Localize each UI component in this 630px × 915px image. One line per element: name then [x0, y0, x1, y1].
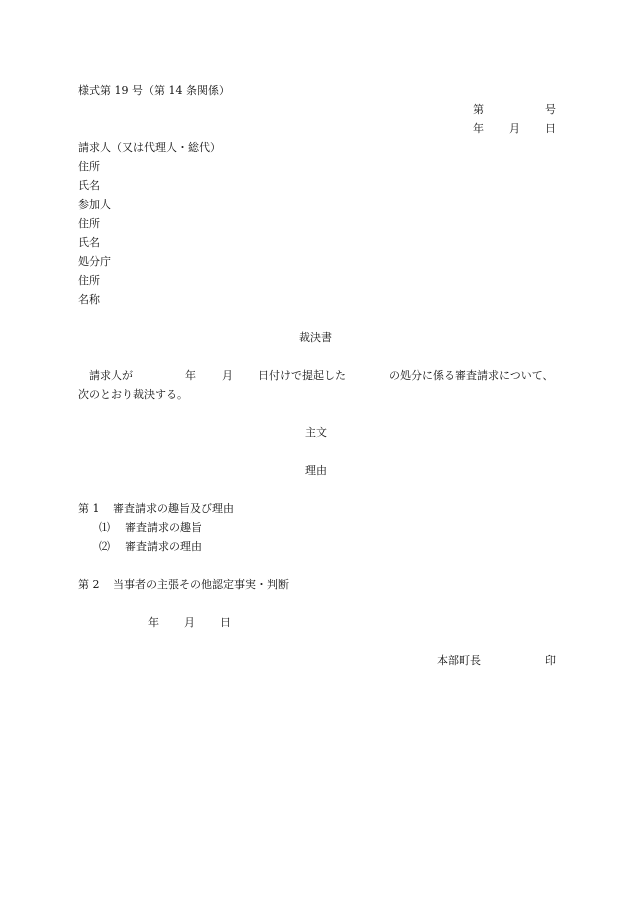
section-2-number: 第 2 — [78, 578, 100, 591]
doc-date-day: 日 — [545, 122, 556, 135]
requester-name-label: 氏名 — [78, 179, 100, 192]
sign-date-year: 年 — [148, 616, 159, 629]
section-1-item-text: 審査請求の理由 — [125, 540, 202, 553]
section-2-title: 当事者の主張その他認定事実・判断 — [113, 578, 289, 591]
reason-heading: 理由 — [305, 464, 327, 477]
preamble-part-3: 月 — [222, 369, 233, 382]
doc-date-year: 年 — [473, 122, 484, 135]
section-1-item-number: ⑴ — [99, 521, 110, 534]
requester-address-label: 住所 — [78, 160, 100, 173]
preamble-part-1: 請求人が — [89, 369, 133, 382]
document-title: 裁決書 — [299, 331, 332, 344]
main-text-heading: 主文 — [305, 426, 327, 439]
sign-date-month: 月 — [184, 616, 195, 629]
doc-number-prefix: 第 — [473, 103, 484, 116]
participant-heading: 参加人 — [78, 198, 111, 211]
form-title: 様式第 19 号（第 14 条関係） — [78, 84, 230, 97]
agency-name-label: 名称 — [78, 293, 100, 306]
sign-date-day: 日 — [220, 616, 231, 629]
requester-heading: 請求人（又は代理人・総代） — [78, 141, 221, 154]
preamble-part-4: 日付けで提起した — [258, 369, 346, 382]
section-1-item-number: ⑵ — [99, 540, 110, 553]
preamble-line-2: 次のとおり裁決する。 — [78, 388, 188, 401]
participant-name-label: 氏名 — [78, 236, 100, 249]
participant-address-label: 住所 — [78, 217, 100, 230]
agency-heading: 処分庁 — [78, 255, 111, 268]
signer-title: 本部町長 — [437, 654, 481, 667]
doc-number-suffix: 号 — [545, 103, 556, 116]
section-1-item-text: 審査請求の趣旨 — [125, 521, 202, 534]
preamble-part-2: 年 — [185, 369, 196, 382]
section-1-number: 第 1 — [78, 502, 100, 515]
section-1-title: 審査請求の趣旨及び理由 — [113, 502, 234, 515]
preamble-part-5: の処分に係る審査請求について、 — [389, 369, 554, 382]
seal-mark: 印 — [545, 654, 556, 667]
doc-date-month: 月 — [509, 122, 520, 135]
agency-address-label: 住所 — [78, 274, 100, 287]
